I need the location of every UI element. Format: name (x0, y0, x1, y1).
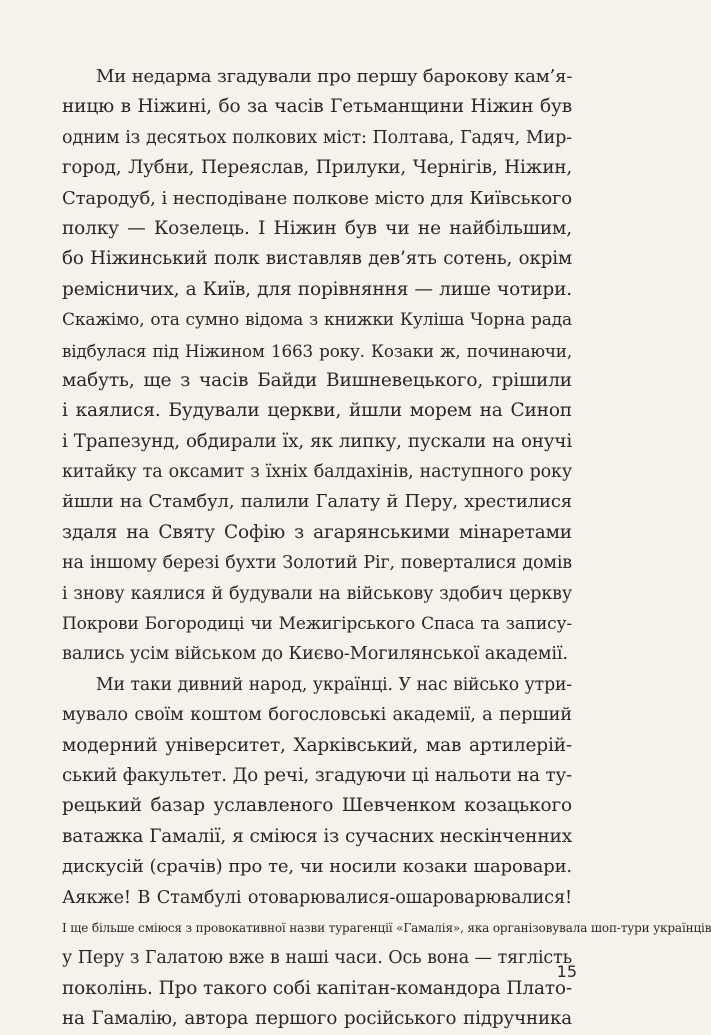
text-line: дискусій (срачів) про те, чи носили козаки шаровари. (62, 856, 572, 878)
text-line: город, Лубни, Переяслав, Прилуки, Чернігів, Ніжин, (62, 157, 572, 179)
text-line: ницю в Ніжині, бо за часів Гетьманщини Ніжин був (62, 96, 572, 118)
text-line: китайку та оксамит з їхніх балдахінів, наступного року (62, 462, 572, 483)
text-line: мувало своїм коштом богословські академії, а перший (62, 705, 572, 726)
text-line: полку — Козелець. І Ніжин був чи не найбільшим, (62, 217, 572, 239)
text-line: і Трапезунд, обдирали їх, як липку, пускали на онучі (62, 430, 572, 452)
text-line: йшли на Стамбул, палили Галату й Перу, хрестилися (62, 491, 572, 513)
text-line: на іншому березі бухти Золотий Ріг, поверталися домів (62, 553, 572, 574)
text-line: відбулася під Ніжином 1663 року. Козаки ж, починаючи, (62, 340, 572, 361)
text-line: і знову каялися й будували на військову здобич церкву (62, 583, 572, 604)
text-line: вались усім військом до Києво-Могилянської академії. (62, 644, 568, 665)
text-line: ватажка Гамалії, я сміюся із сучасних нескінченних (62, 825, 572, 847)
text-line: ський факультет. До речі, згадуючи ці нальоти на ту- (62, 764, 573, 786)
text-line: поколінь. Про такого собі капітан-командора Плато- (62, 977, 572, 999)
text-line: бо Ніжинський полк виставляв дев’ять сотень, окрім (62, 248, 572, 270)
text-line: і каялися. Будували церкви, йшли морем на Синоп (62, 400, 572, 422)
text-line: ремісничих, а Київ, для порівняння — лише чотири. (62, 278, 572, 300)
text-line: рецький базар уславленого Шевченком козацького (62, 795, 572, 817)
text-line: у Перу з Галатою вже в наші часи. Ось вона — тяглість (62, 948, 572, 969)
text-line: І ще більше сміюся з провокативної назви турагенції «Гамалія», яка організовувала шоп-тури українців (62, 920, 711, 935)
text-line: Покрови Богородиці чи Межигірського Спаса та запису- (62, 614, 572, 635)
text-line: здаля на Святу Софію з агарянськими мінаретами (62, 521, 572, 543)
text-line: Скажімо, ота сумно відома з книжки Куліша Чорна рада (62, 310, 572, 331)
text-line: одним із десятьох полкових міст: Полтава, Гадяч, Мир- (62, 127, 572, 148)
text-line: Аякже! В Стамбулі отоварювалися-ошароварювалися! (62, 887, 572, 908)
text-line: модерний університет, Харківський, мав артилерій- (62, 734, 572, 756)
text-line: Ми недарма згадували про першу барокову кам’я- (96, 66, 573, 87)
text-line: Стародуб, і несподіване полкове місто для Київського (62, 187, 572, 209)
body-text (62, 62, 711, 1035)
text-line: мабуть, ще з часів Байди Вишневецького, грішили (62, 369, 572, 391)
text-line: Ми таки дивний народ, українці. У нас військо утри- (96, 674, 572, 695)
page-number: 15 (556, 962, 577, 981)
text-line: на Гамалію, автора першого російського підручника (62, 1008, 572, 1030)
